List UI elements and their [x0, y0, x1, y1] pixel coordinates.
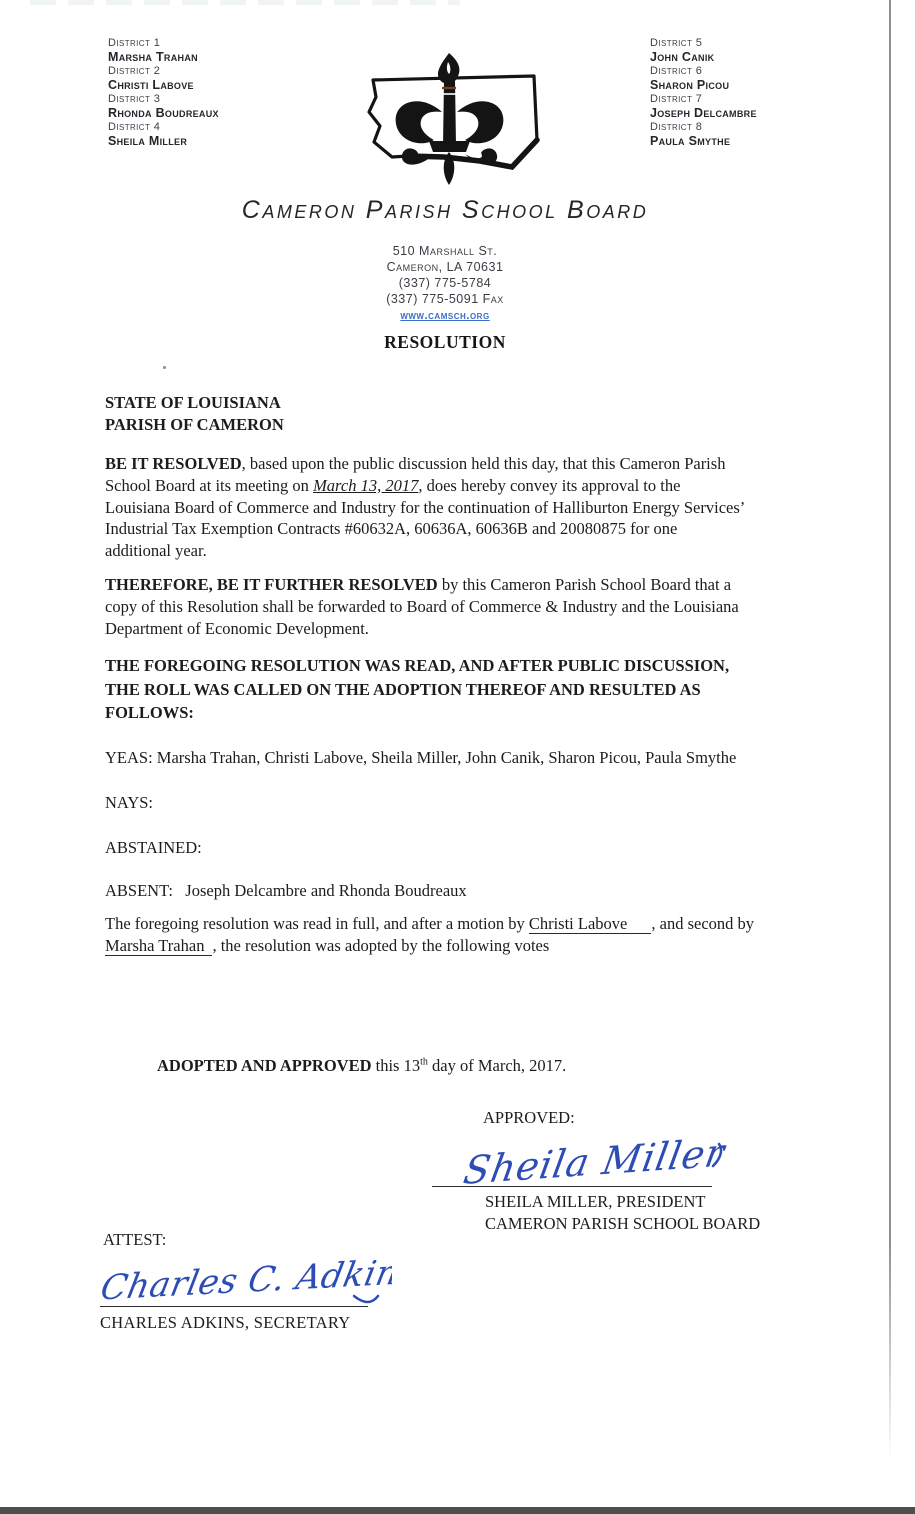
meeting-date: March 13, 2017 [313, 475, 419, 495]
paragraph-resolved: BE IT RESOLVED, based upon the public discussion held this day, that this Cameron Parish School Board at its meeting on March 13, 2017, does hereby convey its approval to the Louisiana Board of Commerce and Industry for the continuation of Halliburton Energy Services’ Industrial Tax Exemption Contracts #60632A, 60636A, 60636B and 20080875 for one additional year. [105, 454, 746, 561]
absent-line: ABSENT: Joseph Delcambre and Rhonda Boudreaux [105, 881, 467, 900]
website-link[interactable]: www.camsch.org [400, 310, 490, 322]
district-label: District 5 [650, 37, 703, 49]
secretary-signature-line [100, 1306, 368, 1307]
attest-label: ATTEST: [103, 1230, 167, 1249]
board-member-name: Joseph Delcambre [650, 105, 757, 120]
secretary-signature [92, 1246, 392, 1321]
abstained-line: ABSTAINED: [105, 838, 202, 857]
secretary-signature-script: Charles C. Adkins [97, 1252, 392, 1309]
jurisdiction-block [105, 392, 284, 435]
paragraph-motion: The foregoing resolution was read in full, and after a motion by Christi Labove , and second by Marsha Trahan , the resolution was adopted by the following votes [105, 914, 755, 955]
secretary-name: CHARLES ADKINS, SECRETARY [100, 1313, 351, 1332]
board-member-name: John Canik [650, 49, 715, 64]
district-label: District 6 [650, 65, 703, 77]
board-member-name: Sheila Miller [108, 133, 188, 148]
school-board-logo-icon [352, 50, 557, 193]
board-member-name: Paula Smythe [650, 133, 731, 148]
paragraph-therefore: THEREFORE, BE IT FURTHER RESOLVED by this Cameron Parish School Board that a copy of this Resolution shall be forwarded to Board of Commerce & Industry and the Louisiana Department of Economic Development. [105, 575, 739, 638]
district-label: District 2 [108, 65, 161, 77]
president-name-block [485, 1191, 760, 1234]
board-member-name: Sharon Picou [650, 77, 730, 92]
board-member-name: Marsha Trahan [108, 49, 198, 64]
address-line: Cameron, LA 70631 [386, 260, 504, 274]
organization-title: Cameron Parish School Board [241, 196, 649, 224]
motion-second-name: Marsha Trahan [105, 936, 212, 956]
yeas-line: YEAS: Marsha Trahan, Christi Labove, Sheila Miller, John Canik, Sharon Picou, Paula Smythe [105, 748, 737, 767]
board-member-name: Christi Labove [108, 77, 194, 92]
scan-artifact-bottom-bar [0, 1507, 915, 1514]
board-member-name: Rhonda Boudreaux [108, 105, 219, 120]
scan-artifact-dot [163, 366, 166, 369]
board-members-right [650, 37, 757, 149]
paragraph-foregoing: THE FOREGOING RESOLUTION WAS READ, AND AFTER PUBLIC DISCUSSION, THE ROLL WAS CALLED ON THE ADOPTION THEREOF AND RESULTED AS FOLLOWS: [105, 656, 730, 723]
president-org: CAMERON PARISH SCHOOL BOARD [485, 1213, 761, 1233]
parish-line: PARISH OF CAMERON [105, 414, 284, 434]
state-line: STATE OF LOUISIANA [105, 393, 281, 412]
district-label: District 8 [650, 121, 703, 133]
president-signature-script: Sheila Miller [460, 1130, 729, 1194]
paragraph-lead: BE IT RESOLVED [105, 454, 242, 473]
district-label: District 3 [108, 93, 161, 105]
president-signature-line [432, 1186, 712, 1187]
nays-line: NAYS: [105, 793, 153, 812]
approved-label: APPROVED: [483, 1108, 575, 1127]
district-label: District 4 [108, 121, 161, 133]
phone-line: (337) 775-5784 [398, 276, 492, 290]
adopted-line: ADOPTED AND APPROVED this 13th day of March, 2017. [157, 1056, 567, 1075]
district-label: District 7 [650, 93, 703, 105]
fax-line: (337) 775-5091 Fax [386, 292, 504, 306]
address-block [0, 243, 890, 324]
document-heading: RESOLUTION [384, 332, 506, 352]
address-line: 510 Marshall St. [392, 244, 498, 258]
ordinal-suffix: th [420, 1056, 428, 1068]
scan-artifact-top [30, 0, 460, 5]
president-name: SHEILA MILLER, PRESIDENT [485, 1192, 706, 1211]
district-label: District 1 [108, 37, 161, 49]
board-members-left [108, 37, 219, 149]
paragraph-lead: THEREFORE, BE IT FURTHER RESOLVED [105, 575, 438, 594]
motion-maker-name: Christi Labove [529, 914, 652, 934]
